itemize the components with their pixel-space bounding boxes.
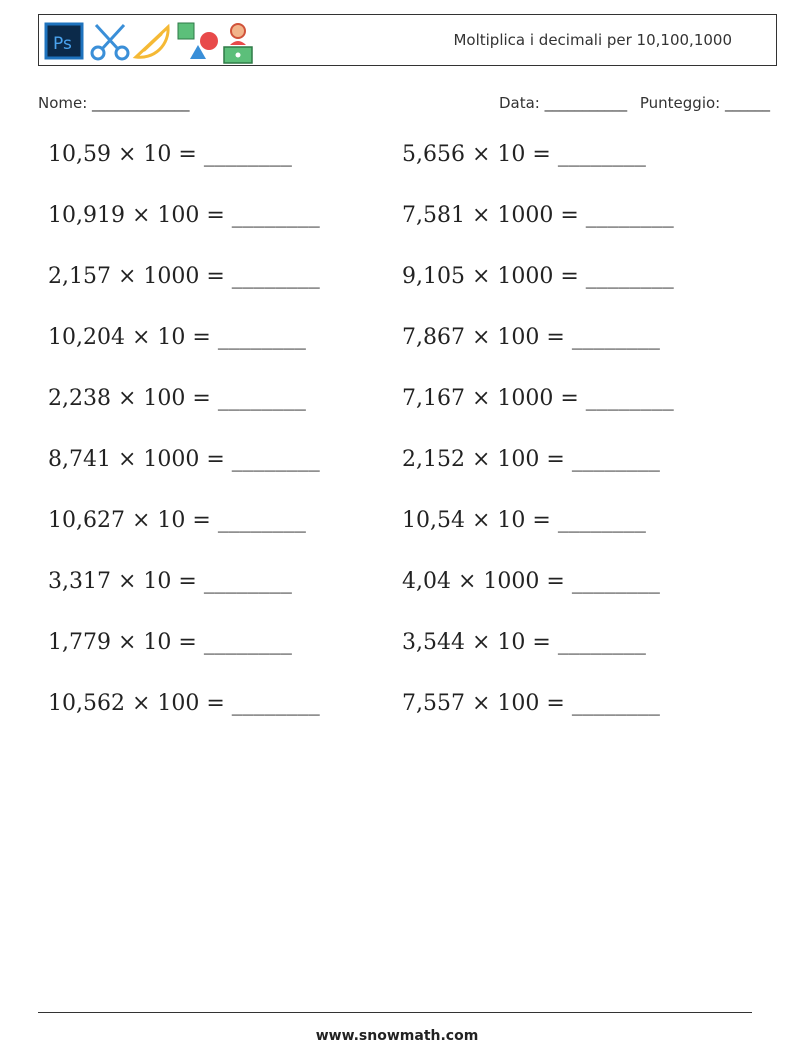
problem-item: 7,557 × 100 = ________ xyxy=(402,691,660,716)
footer-divider xyxy=(38,1012,752,1013)
problem-item: 9,105 × 1000 = ________ xyxy=(402,264,674,289)
problem-item: 10,59 × 10 = ________ xyxy=(48,142,292,167)
problem-item: 10,204 × 10 = ________ xyxy=(48,325,306,350)
problem-item: 3,317 × 10 = ________ xyxy=(48,569,292,594)
problem-item: 4,04 × 1000 = ________ xyxy=(402,569,660,594)
problem-item: 2,152 × 100 = ________ xyxy=(402,447,660,472)
date-score-fields xyxy=(491,94,770,112)
problem-item: 1,779 × 10 = ________ xyxy=(48,630,292,655)
problem-item: 2,157 × 1000 = ________ xyxy=(48,264,320,289)
problem-item: 10,627 × 10 = ________ xyxy=(48,508,306,533)
footer-site: www.snowmath.com xyxy=(315,1028,479,1044)
student-icon xyxy=(220,21,260,61)
header-icons xyxy=(44,19,260,63)
problem-item: 10,54 × 10 = ________ xyxy=(402,508,646,533)
problem-item: 7,167 × 1000 = ________ xyxy=(402,386,674,411)
photoshop-icon xyxy=(44,21,84,61)
protractor-icon xyxy=(132,21,172,61)
problem-item: 5,656 × 10 = ________ xyxy=(402,142,646,167)
ps-label: Ps xyxy=(53,34,72,54)
date-field: Data: ___________ xyxy=(498,94,628,112)
shapes-icon xyxy=(176,21,216,61)
problem-item: 10,562 × 100 = ________ xyxy=(48,691,320,716)
worksheet-title: Moltiplica i decimali per 10,100,1000 xyxy=(453,31,732,49)
problem-item: 8,741 × 1000 = ________ xyxy=(48,447,320,472)
problem-item: 7,867 × 100 = ________ xyxy=(402,325,660,350)
worksheet-header xyxy=(38,14,777,66)
problem-item: 3,544 × 10 = ________ xyxy=(402,630,646,655)
scissors-icon xyxy=(88,21,128,61)
problem-item: 10,919 × 100 = ________ xyxy=(48,203,320,228)
score-field: Punteggio: ______ xyxy=(639,94,770,112)
name-field: Nome: _____________ xyxy=(38,94,190,112)
problem-item: 7,581 × 1000 = ________ xyxy=(402,203,674,228)
problem-item: 2,238 × 100 = ________ xyxy=(48,386,306,411)
